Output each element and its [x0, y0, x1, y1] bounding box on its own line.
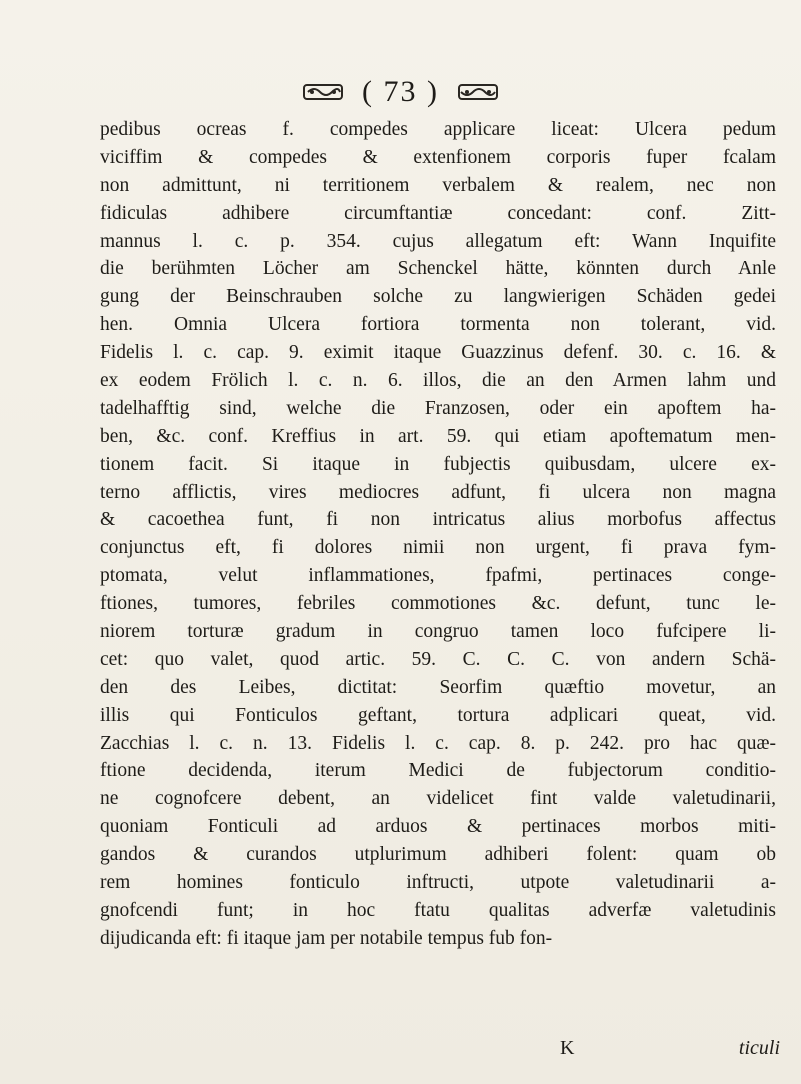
text-line: mannus l. c. p. 354. cujus allegatum eft: Wann Inquifite — [100, 230, 776, 252]
text-line: cet: quo valet, quod artic. 59. C. C. C. von andern Schä- — [100, 648, 776, 670]
text-line: gandos & curandos utplurimum adhiberi folent: quam ob — [100, 844, 776, 866]
text-line: ben, &c. conf. Kreffius in art. 59. qui etiam apoftematum men- — [100, 425, 776, 447]
text-line: tionem facit. Si itaque in fubjectis quibusdam, ulcere ex- — [100, 453, 776, 475]
text-line: conjunctus eft, fi dolores nimii non urgent, fi prava fym- — [100, 537, 776, 559]
text-line: non admittunt, ni territionem verbalem & realem, nec non — [100, 174, 776, 196]
text-line: quoniam Fonticuli ad arduos & pertinaces morbos miti- — [100, 816, 776, 838]
text-line: die berühmten Löcher am Schenckel hätte, könnten durch Anle — [100, 258, 776, 280]
text-line: ptomata, velut inflammationes, fpafmi, pertinaces conge- — [100, 565, 776, 587]
right-ornament-icon — [457, 82, 499, 102]
catchline — [560, 1037, 780, 1060]
text-line: dijudicanda eft: fi itaque jam per notabile tempus fub fon- — [100, 927, 553, 949]
text-line: ftione decidenda, iterum Medici de fubjectorum conditio- — [100, 760, 776, 782]
text-line: ne cognofcere debent, an videlicet fint valde valetudinarii, — [100, 788, 776, 810]
main-text-block — [100, 116, 776, 953]
text-line: pedibus ocreas f. compedes applicare liceat: Ulcera pedum — [100, 119, 776, 140]
text-line: gnofcendi funt; in hoc ftatu qualitas adverfæ valetudinis — [100, 899, 776, 921]
text-line: ex eodem Frölich l. c. n. 6. illos, die an den Armen lahm und — [100, 370, 776, 392]
left-ornament-icon — [302, 82, 344, 102]
text-line: gung der Beinschrauben solche zu langwierigen Schäden gedei — [100, 286, 776, 308]
text-line: Zacchias l. c. n. 13. Fidelis l. c. cap. 8. p. 242. pro hac quæ- — [100, 732, 776, 754]
text-line: fidiculas adhibere circumftantiæ concedant: conf. Zitt- — [100, 202, 776, 224]
text-line: hen. Omnia Ulcera fortiora tormenta non tolerant, vid. — [100, 314, 776, 336]
text-line: terno afflictis, vires mediocres adfunt, fi ulcera non magna — [100, 481, 776, 503]
text-line: ftiones, tumores, febriles commotiones &c. defunt, tunc le- — [100, 593, 776, 615]
text-line: niorem torturæ gradum in congruo tamen loco fufcipere li- — [100, 621, 776, 643]
text-line: tadelhafftig sind, welche die Franzosen, oder ein apoftem ha- — [100, 397, 776, 419]
signature-mark: K — [560, 1037, 575, 1059]
text-line: rem homines fonticulo inftructi, utpote valetudinarii a- — [100, 872, 776, 894]
text-line: viciffim & compedes & extenfionem corporis fuper fcalam — [100, 146, 776, 168]
page-header — [0, 72, 801, 112]
text-line: & cacoethea funt, fi non intricatus alius morbofus affectus — [100, 509, 776, 531]
text-line: den des Leibes, dictitat: Seorfim quæftio movetur, an — [100, 676, 776, 698]
text-line: illis qui Fonticulos geftant, tortura adplicari queat, vid. — [100, 704, 776, 726]
text-line: Fidelis l. c. cap. 9. eximit itaque Guazzinus defenf. 30. c. 16. & — [100, 342, 776, 364]
page-number: ( 73 ) — [362, 75, 439, 108]
catchword: ticuli — [738, 1037, 780, 1059]
